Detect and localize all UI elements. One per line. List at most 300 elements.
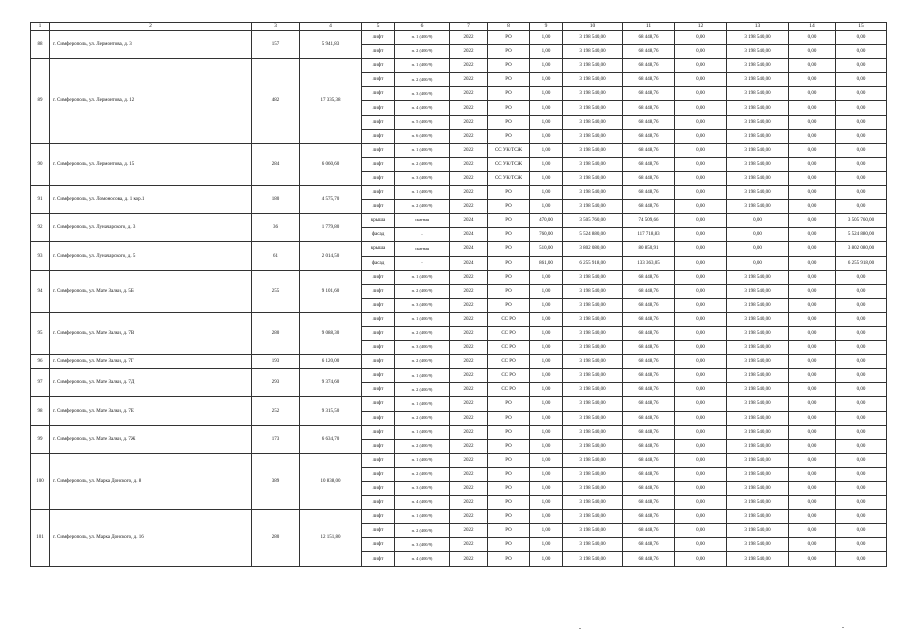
cost-cell: 3 198 540,00 [563,59,623,73]
total-cell: 9 374,60 [300,369,362,397]
unit-cost-cell: 68 448,76 [623,482,675,496]
detail-cell: п. 3 (400/9) [395,538,450,552]
area-cell: 293 [252,369,300,397]
other-cell: 0,00 [836,59,887,73]
owner-cell: 0,00 [789,186,836,200]
fund-type-cell: РО [488,256,530,270]
detail-cell: п. 3 (400/9) [395,482,450,496]
work-type-cell: лифт [362,482,395,496]
budget-cell: 0,00 [675,411,727,425]
owner-cell: 0,00 [789,439,836,453]
detail-cell: п. 2 (400/9) [395,524,450,538]
budget-cell: 0,00 [675,256,727,270]
fund-cell: 3 198 540,00 [727,298,789,312]
other-cell: 0,00 [836,129,887,143]
budget-cell: 0,00 [675,510,727,524]
budget-cell: 0,00 [675,482,727,496]
fund-cell: 3 198 540,00 [727,369,789,383]
fund-cell: 3 198 540,00 [727,552,789,566]
fund-cell: 3 198 540,00 [727,31,789,45]
other-cell: 0,00 [836,411,887,425]
budget-cell: 0,00 [675,425,727,439]
fund-type-cell: РО [488,59,530,73]
cost-cell: 3 198 540,00 [563,115,623,129]
volume-cell: 1,00 [530,383,563,397]
unit-cost-cell: 68 448,76 [623,552,675,566]
detail-cell: п. 2 (400/9) [395,411,450,425]
work-type-cell: лифт [362,355,395,369]
address-cell: г. Симферополь, ул. Луначарского, д. 5 [50,242,252,270]
other-cell: 0,00 [836,482,887,496]
fund-type-cell: РО [488,439,530,453]
budget-cell: 0,00 [675,45,727,59]
work-type-cell: лифт [362,312,395,326]
budget-cell: 0,00 [675,200,727,214]
detail-cell: п. 4 (400/9) [395,496,450,510]
fund-type-cell: РО [488,129,530,143]
cost-cell: 3 198 540,00 [563,411,623,425]
year-cell: 2022 [450,510,488,524]
other-cell: 0,00 [836,143,887,157]
fund-cell: 3 198 540,00 [727,383,789,397]
unit-cost-cell: 68 448,76 [623,524,675,538]
scan-speck [579,628,581,629]
fund-type-cell: РО [488,73,530,87]
volume-cell: 1,00 [530,284,563,298]
area-cell: 180 [252,186,300,214]
column-number-cell: 1 [31,23,50,31]
total-cell: 10 838,00 [300,453,362,509]
unit-cost-cell: 68 448,76 [623,467,675,481]
work-type-cell: лифт [362,397,395,411]
volume-cell: 1,00 [530,45,563,59]
column-number-cell: 10 [563,23,623,31]
unit-cost-cell: 68 448,76 [623,538,675,552]
volume-cell: 1,00 [530,326,563,340]
total-cell: 9 101,60 [300,270,362,312]
volume-cell: 760,00 [530,228,563,242]
detail-cell: скатная [395,214,450,228]
total-cell: 6 120,00 [300,355,362,369]
detail-cell: п. 4 (400/9) [395,101,450,115]
unit-cost-cell: 133 363,05 [623,256,675,270]
fund-type-cell: СС РО [488,326,530,340]
total-cell: 12 151,80 [300,510,362,566]
year-cell: 2022 [450,341,488,355]
fund-cell: 3 198 540,00 [727,115,789,129]
detail-cell: скатная [395,242,450,256]
address-cell: г. Симферополь, ул. Мате Залки, д. 7Г [50,355,252,369]
fund-cell: 3 198 540,00 [727,496,789,510]
total-cell: 4 575,70 [300,186,362,214]
work-type-cell: лифт [362,467,395,481]
unit-cost-cell: 68 448,76 [623,326,675,340]
budget-cell: 0,00 [675,186,727,200]
owner-cell: 0,00 [789,270,836,284]
year-cell: 2022 [450,411,488,425]
work-type-cell: лифт [362,453,395,467]
work-type-cell: лифт [362,284,395,298]
budget-cell: 0,00 [675,228,727,242]
volume-cell: 510,00 [530,242,563,256]
fund-cell: 3 198 540,00 [727,129,789,143]
cost-cell: 3 198 540,00 [563,284,623,298]
owner-cell: 0,00 [789,157,836,171]
address-cell: г. Симферополь, ул. Ломоносова, д. 1 кор.1 [50,186,252,214]
owner-cell: 0,00 [789,242,836,256]
owner-cell: 0,00 [789,355,836,369]
unit-cost-cell: 68 448,76 [623,298,675,312]
work-type-cell: лифт [362,552,395,566]
table-row [31,397,887,411]
work-type-cell: лифт [362,496,395,510]
unit-cost-cell: 68 448,76 [623,186,675,200]
address-cell: г. Симферополь, ул. Луначарского, д. 3 [50,214,252,242]
fund-cell: 3 198 540,00 [727,326,789,340]
owner-cell: 0,00 [789,411,836,425]
area-cell: 284 [252,143,300,185]
fund-type-cell: РО [488,538,530,552]
work-type-cell: лифт [362,524,395,538]
volume-cell: 1,00 [530,496,563,510]
total-cell: 1 779,80 [300,214,362,242]
unit-cost-cell: 68 448,76 [623,200,675,214]
detail-cell: п. 4 (400/9) [395,552,450,566]
area-cell: 255 [252,270,300,312]
detail-cell: - [395,256,450,270]
total-cell: 6 060,60 [300,143,362,185]
column-number-cell: 6 [395,23,450,31]
detail-cell: п. 1 (400/9) [395,425,450,439]
owner-cell: 0,00 [789,397,836,411]
fund-cell: 3 198 540,00 [727,284,789,298]
repair-program-table [30,22,887,567]
year-cell: 2022 [450,552,488,566]
volume-cell: 1,00 [530,482,563,496]
detail-cell: п. 1 (400/9) [395,369,450,383]
table-row [31,242,887,256]
row-number-cell: 98 [31,397,50,425]
detail-cell: п. 3 (400/9) [395,298,450,312]
volume-cell: 1,00 [530,355,563,369]
address-cell: г. Симферополь, ул. Лермонтова, д. 15 [50,143,252,185]
fund-type-cell: РО [488,496,530,510]
row-number-cell: 92 [31,214,50,242]
total-cell: 6 634,70 [300,425,362,453]
owner-cell: 0,00 [789,425,836,439]
work-type-cell: лифт [362,326,395,340]
fund-cell: 3 198 540,00 [727,101,789,115]
work-type-cell: лифт [362,369,395,383]
fund-type-cell: РО [488,397,530,411]
cost-cell: 6 255 918,00 [563,256,623,270]
owner-cell: 0,00 [789,524,836,538]
work-type-cell: лифт [362,411,395,425]
work-type-cell: лифт [362,31,395,45]
fund-cell: 3 198 540,00 [727,341,789,355]
fund-cell: 3 198 540,00 [727,482,789,496]
cost-cell: 3 198 540,00 [563,129,623,143]
table-row [31,425,887,439]
budget-cell: 0,00 [675,270,727,284]
work-type-cell: лифт [362,157,395,171]
column-number-cell: 9 [530,23,563,31]
row-number-cell: 97 [31,369,50,397]
work-type-cell: фасад [362,256,395,270]
detail-cell: п. 1 (400/9) [395,143,450,157]
fund-type-cell: РО [488,298,530,312]
fund-cell: 3 198 540,00 [727,200,789,214]
work-type-cell: лифт [362,298,395,312]
fund-type-cell: РО [488,200,530,214]
budget-cell: 0,00 [675,524,727,538]
budget-cell: 0,00 [675,467,727,481]
cost-cell: 3 198 540,00 [563,45,623,59]
volume-cell: 1,00 [530,552,563,566]
unit-cost-cell: 68 448,76 [623,284,675,298]
detail-cell: п. 3 (400/9) [395,87,450,101]
volume-cell: 1,00 [530,524,563,538]
other-cell: 0,00 [836,355,887,369]
row-number-cell: 96 [31,355,50,369]
year-cell: 2022 [450,298,488,312]
unit-cost-cell: 68 448,76 [623,312,675,326]
year-cell: 2022 [450,467,488,481]
volume-cell: 1,00 [530,298,563,312]
year-cell: 2022 [450,186,488,200]
work-type-cell: лифт [362,171,395,185]
owner-cell: 0,00 [789,326,836,340]
budget-cell: 0,00 [675,157,727,171]
area-cell: 280 [252,510,300,566]
other-cell: 0,00 [836,425,887,439]
volume-cell: 1,00 [530,157,563,171]
detail-cell: п. 2 (400/9) [395,284,450,298]
volume-cell: 1,00 [530,467,563,481]
work-type-cell: лифт [362,270,395,284]
cost-cell: 3 505 760,00 [563,214,623,228]
fund-type-cell: РО [488,270,530,284]
fund-cell: 3 198 540,00 [727,73,789,87]
address-cell: г. Симферополь, ул. Мате Залки, д. 7Е [50,397,252,425]
budget-cell: 0,00 [675,115,727,129]
total-cell: 5 941,83 [300,31,362,59]
cost-cell: 3 198 540,00 [563,397,623,411]
volume-cell: 1,00 [530,129,563,143]
fund-cell: 3 198 540,00 [727,270,789,284]
fund-type-cell: РО [488,242,530,256]
work-type-cell: крыша [362,214,395,228]
fund-type-cell: РО [488,411,530,425]
detail-cell: п. 3 (400/9) [395,341,450,355]
fund-type-cell: РО [488,101,530,115]
detail-cell: п. 1 (400/9) [395,270,450,284]
owner-cell: 0,00 [789,214,836,228]
work-type-cell: лифт [362,129,395,143]
other-cell: 3 505 760,00 [836,214,887,228]
detail-cell: п. 1 (400/9) [395,186,450,200]
volume-cell: 1,00 [530,171,563,185]
budget-cell: 0,00 [675,101,727,115]
volume-cell: 1,00 [530,411,563,425]
unit-cost-cell: 68 448,76 [623,383,675,397]
volume-cell: 1,00 [530,31,563,45]
year-cell: 2022 [450,369,488,383]
year-cell: 2022 [450,101,488,115]
column-number-cell: 15 [836,23,887,31]
fund-type-cell: СС УК/ТСЖ [488,143,530,157]
year-cell: 2022 [450,45,488,59]
owner-cell: 0,00 [789,369,836,383]
cost-cell: 3 198 540,00 [563,496,623,510]
unit-cost-cell: 68 448,76 [623,73,675,87]
fund-cell: 3 198 540,00 [727,87,789,101]
fund-cell: 3 198 540,00 [727,397,789,411]
detail-cell: п. 3 (400/9) [395,171,450,185]
budget-cell: 0,00 [675,383,727,397]
area-cell: 280 [252,312,300,354]
cost-cell: 3 198 540,00 [563,312,623,326]
other-cell: 0,00 [836,284,887,298]
other-cell: 0,00 [836,87,887,101]
cost-cell: 3 198 540,00 [563,87,623,101]
owner-cell: 0,00 [789,200,836,214]
fund-type-cell: РО [488,524,530,538]
fund-type-cell: РО [488,228,530,242]
other-cell: 0,00 [836,467,887,481]
work-type-cell: фасад [362,228,395,242]
budget-cell: 0,00 [675,439,727,453]
other-cell: 0,00 [836,157,887,171]
fund-cell: 3 198 540,00 [727,510,789,524]
fund-cell: 3 198 540,00 [727,45,789,59]
work-type-cell: лифт [362,341,395,355]
area-cell: 173 [252,425,300,453]
volume-cell: 1,00 [530,369,563,383]
table-row [31,453,887,467]
year-cell: 2022 [450,312,488,326]
unit-cost-cell: 117 718,83 [623,228,675,242]
cost-cell: 3 198 540,00 [563,157,623,171]
owner-cell: 0,00 [789,101,836,115]
other-cell: 0,00 [836,171,887,185]
year-cell: 2022 [450,482,488,496]
year-cell: 2022 [450,59,488,73]
detail-cell: п. 2 (400/9) [395,326,450,340]
fund-type-cell: РО [488,482,530,496]
year-cell: 2022 [450,496,488,510]
row-number-cell: 93 [31,242,50,270]
fund-type-cell: РО [488,453,530,467]
year-cell: 2022 [450,538,488,552]
cost-cell: 5 524 880,00 [563,228,623,242]
unit-cost-cell: 68 448,76 [623,129,675,143]
work-type-cell: лифт [362,425,395,439]
unit-cost-cell: 68 448,76 [623,355,675,369]
other-cell: 0,00 [836,298,887,312]
detail-cell: п. 1 (400/9) [395,453,450,467]
fund-type-cell: РО [488,214,530,228]
fund-cell: 3 198 540,00 [727,186,789,200]
cost-cell: 3 198 540,00 [563,467,623,481]
owner-cell: 0,00 [789,341,836,355]
fund-type-cell: СС РО [488,383,530,397]
column-number-cell: 14 [789,23,836,31]
year-cell: 2022 [450,326,488,340]
budget-cell: 0,00 [675,326,727,340]
table-row [31,369,887,383]
other-cell: 0,00 [836,186,887,200]
row-number-cell: 90 [31,143,50,185]
cost-cell: 3 198 540,00 [563,383,623,397]
work-type-cell: лифт [362,73,395,87]
volume-cell: 1,00 [530,397,563,411]
unit-cost-cell: 68 448,76 [623,31,675,45]
budget-cell: 0,00 [675,552,727,566]
other-cell: 0,00 [836,341,887,355]
unit-cost-cell: 68 448,76 [623,397,675,411]
owner-cell: 0,00 [789,87,836,101]
detail-cell: п. 2 (400/9) [395,45,450,59]
fund-type-cell: СС РО [488,355,530,369]
work-type-cell: лифт [362,115,395,129]
fund-type-cell: СС РО [488,369,530,383]
other-cell: 0,00 [836,510,887,524]
other-cell: 3 802 080,00 [836,242,887,256]
column-number-cell: 3 [252,23,300,31]
other-cell: 0,00 [836,200,887,214]
table-body [31,23,887,567]
fund-type-cell: РО [488,87,530,101]
other-cell: 0,00 [836,31,887,45]
detail-cell: п. 1 (400/9) [395,59,450,73]
owner-cell: 0,00 [789,538,836,552]
cost-cell: 3 198 540,00 [563,73,623,87]
detail-cell: п. 5 (400/9) [395,115,450,129]
year-cell: 2022 [450,200,488,214]
unit-cost-cell: 68 448,76 [623,425,675,439]
volume-cell: 1,00 [530,538,563,552]
budget-cell: 0,00 [675,129,727,143]
other-cell: 0,00 [836,439,887,453]
work-type-cell: лифт [362,200,395,214]
column-number-cell: 2 [50,23,252,31]
cost-cell: 3 198 540,00 [563,143,623,157]
detail-cell: п. 2 (400/9) [395,439,450,453]
table-row [31,214,887,228]
owner-cell: 0,00 [789,298,836,312]
other-cell: 0,00 [836,538,887,552]
unit-cost-cell: 68 448,76 [623,453,675,467]
fund-cell: 3 198 540,00 [727,312,789,326]
cost-cell: 3 198 540,00 [563,510,623,524]
detail-cell: п. 1 (400/9) [395,397,450,411]
detail-cell: п. 2 (400/9) [395,157,450,171]
fund-cell: 0,00 [727,228,789,242]
year-cell: 2022 [450,73,488,87]
unit-cost-cell: 68 448,76 [623,143,675,157]
volume-cell: 1,00 [530,115,563,129]
cost-cell: 3 198 540,00 [563,425,623,439]
budget-cell: 0,00 [675,143,727,157]
column-number-cell: 11 [623,23,675,31]
table-row [31,510,887,524]
cost-cell: 3 198 540,00 [563,538,623,552]
year-cell: 2022 [450,453,488,467]
volume-cell: 1,00 [530,270,563,284]
address-cell: г. Симферополь, ул. Мате Залки, д. 5Б [50,270,252,312]
address-cell: г. Симферополь, ул. Мате Залки, д. 7В [50,312,252,354]
